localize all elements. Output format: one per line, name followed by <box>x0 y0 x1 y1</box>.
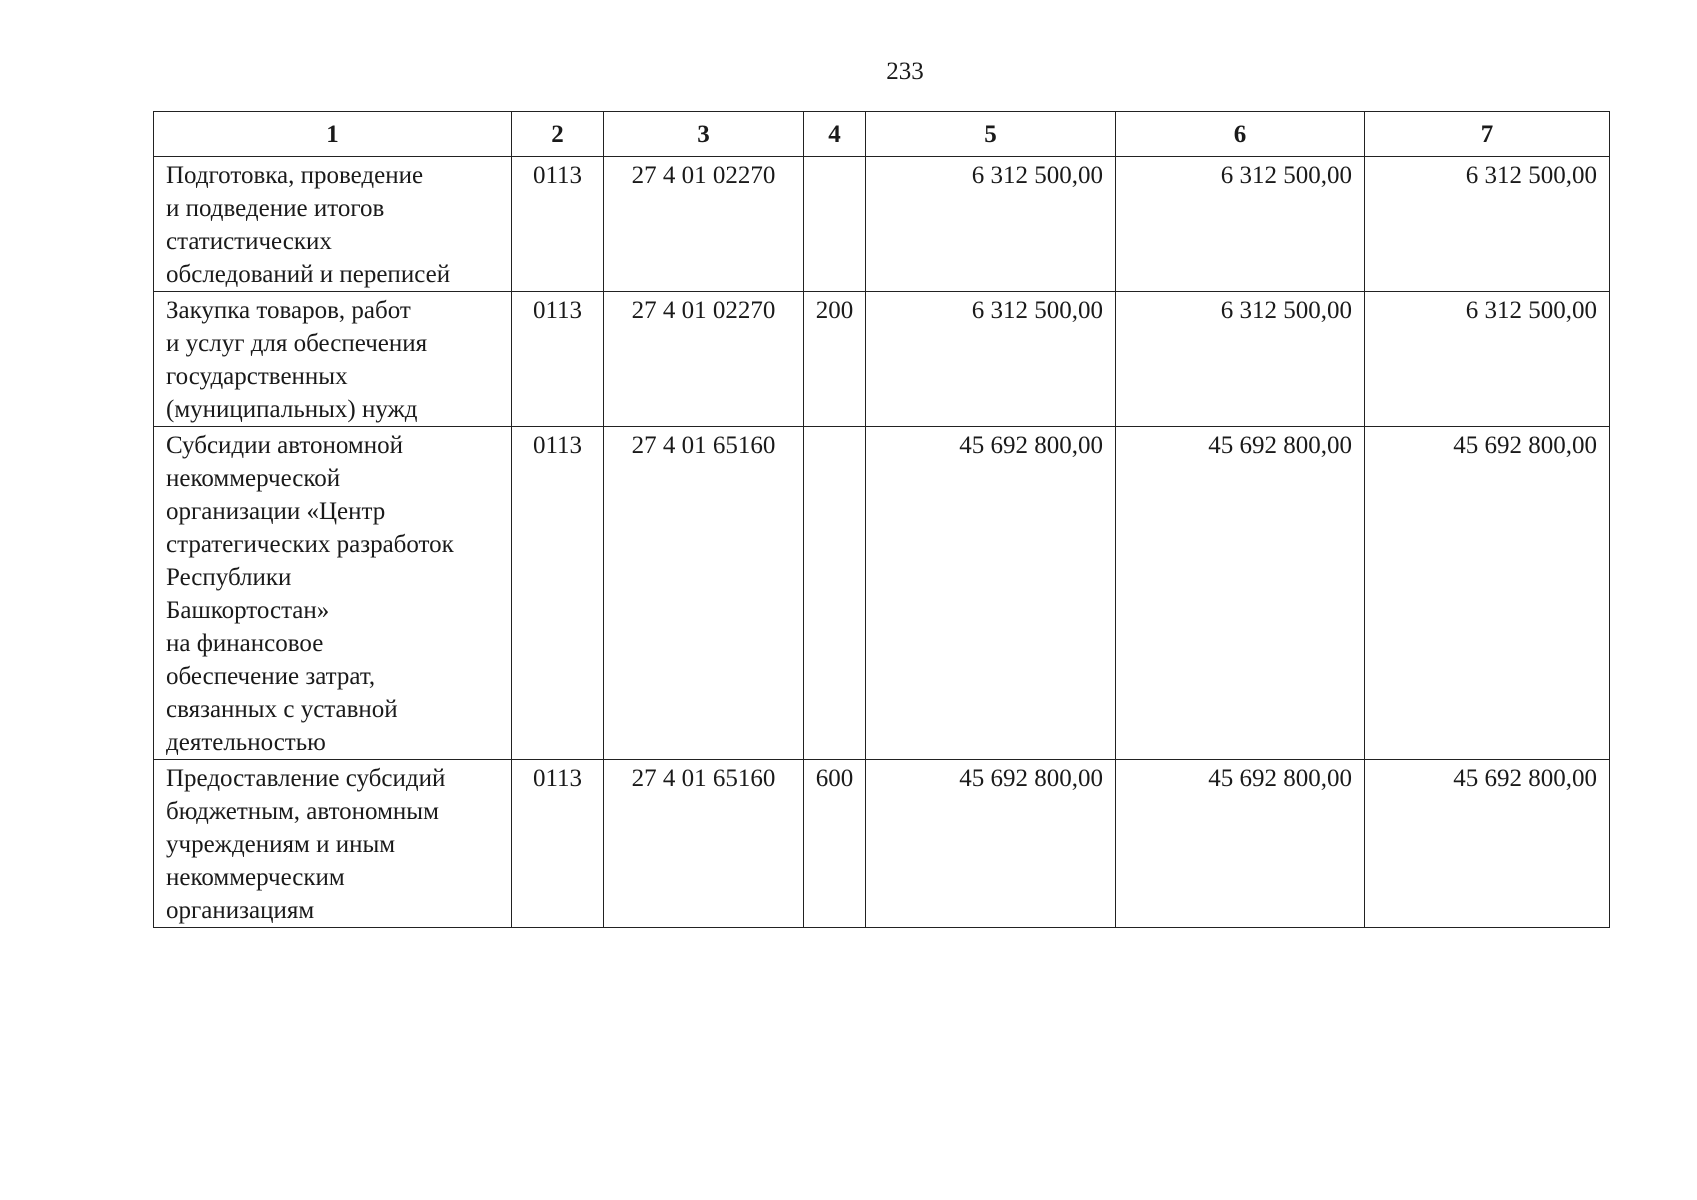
row-name-line: Республики <box>166 564 292 591</box>
amount-col5-cell: 6 312 500,00 <box>866 292 1116 427</box>
budget-table <box>153 111 1610 928</box>
column-header-7: 7 <box>1365 112 1610 157</box>
header-row <box>154 112 1610 157</box>
section-code-cell: 0113 <box>512 157 604 292</box>
expense-type-cell: 200 <box>804 292 866 427</box>
row-name-line: и услуг для обеспечения <box>166 330 428 357</box>
amount-col7-cell: 6 312 500,00 <box>1365 157 1610 292</box>
row-name-line: стратегических разработок <box>166 531 454 558</box>
target-code-cell: 27 4 01 65160 <box>604 427 804 760</box>
column-header-1: 1 <box>154 112 512 157</box>
amount-col5-cell: 6 312 500,00 <box>866 157 1116 292</box>
row-name-line: Субсидии автономной <box>166 432 403 459</box>
row-name-line: и подведение итогов <box>166 195 385 222</box>
amount-col6-cell: 45 692 800,00 <box>1116 760 1365 928</box>
row-name-line: Подготовка, проведение <box>166 162 424 189</box>
row-name-cell <box>154 427 512 760</box>
amount-col5-cell: 45 692 800,00 <box>866 760 1116 928</box>
table-row <box>154 292 1610 427</box>
page-number: 233 <box>886 58 924 85</box>
amount-col7-cell: 6 312 500,00 <box>1365 292 1610 427</box>
section-code-cell: 0113 <box>512 427 604 760</box>
row-name-line: учреждениям и иным <box>166 831 396 858</box>
amount-col6-cell: 6 312 500,00 <box>1116 292 1365 427</box>
expense-type-cell <box>804 157 866 292</box>
column-header-3: 3 <box>604 112 804 157</box>
row-name-cell <box>154 760 512 928</box>
column-header-4: 4 <box>804 112 866 157</box>
target-code-cell: 27 4 01 02270 <box>604 292 804 427</box>
row-name-line: статистических <box>166 228 332 255</box>
row-name-line: государственных <box>166 363 348 390</box>
amount-col6-cell: 6 312 500,00 <box>1116 157 1365 292</box>
target-code-cell: 27 4 01 02270 <box>604 157 804 292</box>
column-header-5: 5 <box>866 112 1116 157</box>
expense-type-cell <box>804 427 866 760</box>
row-name-line: обеспечение затрат, <box>166 663 376 690</box>
row-name-line: Закупка товаров, работ <box>166 297 411 324</box>
expense-type-cell: 600 <box>804 760 866 928</box>
row-name-line: Предоставление субсидий <box>166 765 446 792</box>
amount-col7-cell: 45 692 800,00 <box>1365 760 1610 928</box>
row-name-line: некоммерческой <box>166 465 341 492</box>
row-name-line: связанных с уставной <box>166 696 398 723</box>
table-row <box>154 157 1610 292</box>
row-name-line: некоммерческим <box>166 864 345 891</box>
row-name-line: Башкортостан» <box>166 597 330 624</box>
table-row <box>154 760 1610 928</box>
row-name-line: организации «Центр <box>166 498 386 525</box>
table-row <box>154 427 1610 760</box>
column-header-2: 2 <box>512 112 604 157</box>
row-name-line: организациям <box>166 897 315 924</box>
row-name-line: обследований и переписей <box>166 261 451 288</box>
amount-col6-cell: 45 692 800,00 <box>1116 427 1365 760</box>
column-header-6: 6 <box>1116 112 1365 157</box>
amount-col5-cell: 45 692 800,00 <box>866 427 1116 760</box>
amount-col7-cell: 45 692 800,00 <box>1365 427 1610 760</box>
row-name-cell <box>154 292 512 427</box>
row-name-line: бюджетным, автономным <box>166 798 439 825</box>
section-code-cell: 0113 <box>512 292 604 427</box>
row-name-line: на финансовое <box>166 630 324 657</box>
row-name-cell <box>154 157 512 292</box>
row-name-line: деятельностью <box>166 729 326 756</box>
section-code-cell: 0113 <box>512 760 604 928</box>
row-name-line: (муниципальных) нужд <box>166 396 418 423</box>
target-code-cell: 27 4 01 65160 <box>604 760 804 928</box>
